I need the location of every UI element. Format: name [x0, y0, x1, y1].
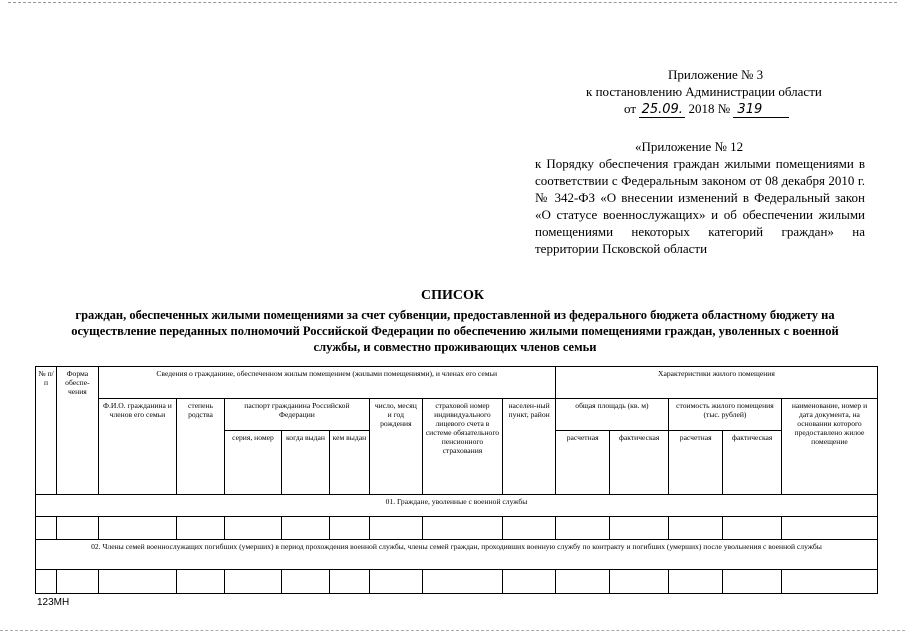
- table-cell: [282, 570, 329, 594]
- table-cell: [177, 570, 224, 594]
- table-cell: [781, 516, 877, 540]
- table-cell: [177, 516, 224, 540]
- citizens-table: [35, 366, 878, 594]
- table-cell: [224, 570, 282, 594]
- header-series: серия, номер: [224, 431, 282, 495]
- table-cell: [668, 570, 723, 594]
- header-locality: населен-ный пункт, район: [503, 399, 556, 495]
- document-subtitle: граждан, обеспеченных жилыми помещениями за счет субвенции, предоставленной из федерального бюджета областному бюджету на осуществление переданных полномочий Российской Федерации по обеспечению жилыми помещениями граждан, уволенных с военной службы, и совместно проживающих членов семьи: [71, 308, 839, 354]
- header-citizen-info: Сведения о гражданине, обеспеченном жилым помещением (жилыми помещениями), и членах его семьи: [98, 367, 555, 399]
- table-cell: [723, 516, 782, 540]
- table-cell: [610, 516, 669, 540]
- document-title: СПИСОК: [420, 288, 485, 303]
- table-cell: [555, 516, 610, 540]
- header-passport: паспорт гражданина Российской Федерации: [224, 399, 369, 431]
- table-cell: [370, 570, 422, 594]
- appendix12-block: [535, 138, 865, 257]
- appendix-header: [586, 66, 866, 118]
- table-cell: [555, 570, 610, 594]
- header-cost-actual: фактическая: [723, 431, 782, 495]
- table-row: [36, 570, 878, 594]
- table-cell: [329, 516, 369, 540]
- form-code: 123МН: [37, 597, 70, 608]
- bottom-scan-line: [0, 630, 905, 631]
- table-cell: [57, 570, 98, 594]
- table-cell: [422, 570, 503, 594]
- header-area-actual: фактическая: [610, 431, 669, 495]
- table-cell: [503, 516, 556, 540]
- table-cell: [610, 570, 669, 594]
- header-area-calc: расчетная: [555, 431, 610, 495]
- table-cell: [370, 516, 422, 540]
- header-fio: Ф.И.О. гражданина и членов его семьи: [98, 399, 177, 495]
- appendix12-title: «Приложение № 12: [635, 139, 744, 154]
- header-snils: страховой номер индивидуального лицевого счета в системе обязательного пенсионного страхования: [422, 399, 503, 495]
- table-cell: [723, 570, 782, 594]
- table-cell: [668, 516, 723, 540]
- table-cell: [503, 570, 556, 594]
- section-2-heading: 02. Члены семей военнослужащих погибших (умерших) в период прохождения военной службы, члены семей граждан, проходивших военную службу по контракту и погибших (умерших) после увольнения с военной службы: [36, 540, 878, 570]
- appendix-date-line: [586, 100, 866, 118]
- header-birth: число, месяц и год рождения: [370, 399, 422, 495]
- handwritten-number: 319: [733, 103, 789, 118]
- header-issued-when: когда выдан: [282, 431, 329, 495]
- header-document: наименование, номер и дата документа, на основании которого предоставлено жилое помещение: [781, 399, 877, 495]
- header-kinship: степень родства: [177, 399, 224, 495]
- table-cell: [98, 516, 177, 540]
- header-area: общая площадь (кв. м): [555, 399, 668, 431]
- header-number: № п/п: [36, 367, 57, 495]
- appendix12-body: к Порядку обеспечения граждан жилыми помещениями в соответствии с Федеральным законом от 08 декабря 2010 г. № 342-ФЗ «О внесении изменений в Федеральный закон «О статусе военнослужащих» и об обеспечении жилыми помещениями некоторых категорий граждан» на территории Псковской области: [535, 156, 865, 256]
- table-cell: [282, 516, 329, 540]
- table-cell: [57, 516, 98, 540]
- top-scan-line: [8, 2, 897, 3]
- handwritten-date: 25.09.: [639, 103, 685, 118]
- table-cell: [781, 570, 877, 594]
- table-cell: [224, 516, 282, 540]
- header-housing: Характеристики жилого помещения: [555, 367, 877, 399]
- table-cell: [36, 570, 57, 594]
- table-row: [36, 516, 878, 540]
- table-cell: [329, 570, 369, 594]
- table-cell: [98, 570, 177, 594]
- section-1-heading: 01. Граждане, уволенные с военной службы: [36, 495, 878, 516]
- header-cost-calc: расчетная: [668, 431, 723, 495]
- header-issued-by: кем выдан: [329, 431, 369, 495]
- table-cell: [36, 516, 57, 540]
- appendix-resolution: к постановлению Администрации области: [586, 84, 822, 99]
- header-cost: стоимость жилого помещения (тыс. рублей): [668, 399, 781, 431]
- header-form: Форма обеспе-чения: [57, 367, 98, 495]
- date-prefix: от: [624, 101, 637, 116]
- year-text: 2018 №: [688, 101, 731, 116]
- table-cell: [422, 516, 503, 540]
- appendix-title: Приложение № 3: [668, 67, 764, 82]
